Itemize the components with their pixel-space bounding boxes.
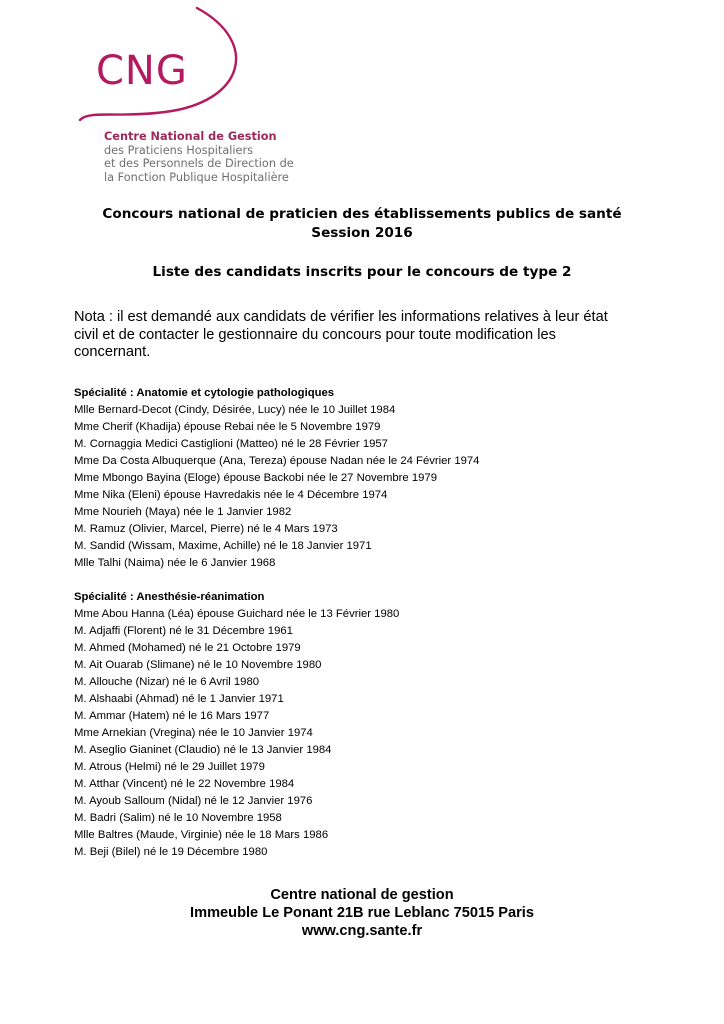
candidate-row: Mme Abou Hanna (Léa) épouse Guichard née le 13 Février 1980 [74, 608, 400, 620]
candidate-row: Mme Nourieh (Maya) née le 1 Janvier 1982 [74, 506, 292, 518]
section-title: Spécialité : Anatomie et cytologie pathologiques [74, 387, 335, 399]
candidate-row: Mlle Baltres (Maude, Virginie) née le 18 Mars 1986 [74, 829, 329, 841]
cng-logo [70, 2, 250, 126]
candidate-row: M. Ait Ouarab (Slimane) né le 10 Novembre 1980 [74, 659, 322, 671]
candidate-row: M. Aseglio Gianinet (Claudio) né le 13 Janvier 1984 [74, 744, 332, 756]
candidate-row: M. Beji (Bilel) né le 19 Décembre 1980 [74, 846, 268, 858]
candidate-row: Mlle Talhi (Naima) née le 6 Janvier 1968 [74, 557, 276, 569]
org-line: des Praticiens Hospitaliers [104, 143, 253, 157]
section-anesthesie [74, 589, 674, 861]
section-title: Spécialité : Anesthésie-réanimation [74, 591, 265, 603]
candidate-row: M. Atthar (Vincent) né le 22 Novembre 1984 [74, 778, 295, 790]
candidate-row: M. Ramuz (Olivier, Marcel, Pierre) né le 4 Mars 1973 [74, 523, 338, 535]
org-block [104, 130, 294, 184]
doc-session: Session 2016 [311, 225, 413, 241]
org-line: et des Personnels de Direction de [104, 157, 294, 171]
candidate-row: Mme Mbongo Bayina (Eloge) épouse Backobi née le 27 Novembre 1979 [74, 472, 437, 484]
logo-text: CNG [96, 48, 188, 94]
candidate-row: Mme Cherif (Khadija) épouse Rebai née le 5 Novembre 1979 [74, 421, 381, 433]
candidate-row: Mme Da Costa Albuquerque (Ana, Tereza) épouse Nadan née le 24 Février 1974 [74, 455, 480, 467]
doc-title: Concours national de praticien des établissements publics de santé [102, 206, 622, 222]
candidate-row: Mme Nika (Eleni) épouse Havredakis née le 4 Décembre 1974 [74, 489, 388, 501]
candidate-row: M. Alshaabi (Ahmad) né le 1 Janvier 1971 [74, 693, 284, 705]
nota-paragraph: Nota : il est demandé aux candidats de vérifier les informations relatives à leur état civil et de contacter le gestionnaire du concours pour toute modification les concernant. [74, 309, 608, 360]
candidate-row: M. Ayoub Salloum (Nidal) né le 12 Janvier 1976 [74, 795, 313, 807]
candidate-row: M. Atrous (Helmi) né le 29 Juillet 1979 [74, 761, 265, 773]
footer-org: Centre national de gestion [270, 887, 454, 903]
footer-website: www.cng.sante.fr [301, 923, 423, 939]
candidate-row: M. Ahmed (Mohamed) né le 21 Octobre 1979 [74, 642, 301, 654]
candidate-row: M. Adjaffi (Florent) né le 31 Décembre 1961 [74, 625, 293, 637]
candidate-row: M. Allouche (Nizar) né le 6 Avril 1980 [74, 676, 260, 688]
candidate-row: M. Badri (Salim) né le 10 Novembre 1958 [74, 812, 282, 824]
footer-address [0, 886, 724, 940]
candidate-row: Mme Arnekian (Vregina) née le 10 Janvier 1974 [74, 727, 313, 739]
candidate-row: M. Ammar (Hatem) né le 16 Mars 1977 [74, 710, 270, 722]
candidate-row: M. Sandid (Wissam, Maxime, Achille) né le 18 Janvier 1971 [74, 540, 372, 552]
doc-subtitle: Liste des candidats inscrits pour le concours de type 2 [152, 264, 572, 280]
candidate-row: M. Cornaggia Medici Castiglioni (Matteo) né le 28 Février 1957 [74, 438, 388, 450]
candidate-row: Mlle Bernard-Decot (Cindy, Désirée, Lucy) née le 10 Juillet 1984 [74, 404, 396, 416]
org-name: Centre National de Gestion [104, 130, 277, 143]
footer-street: Immeuble Le Ponant 21B rue Leblanc 75015 Paris [190, 905, 534, 921]
org-line: la Fonction Publique Hospitalière [104, 170, 289, 184]
section-anatomie [74, 385, 674, 572]
